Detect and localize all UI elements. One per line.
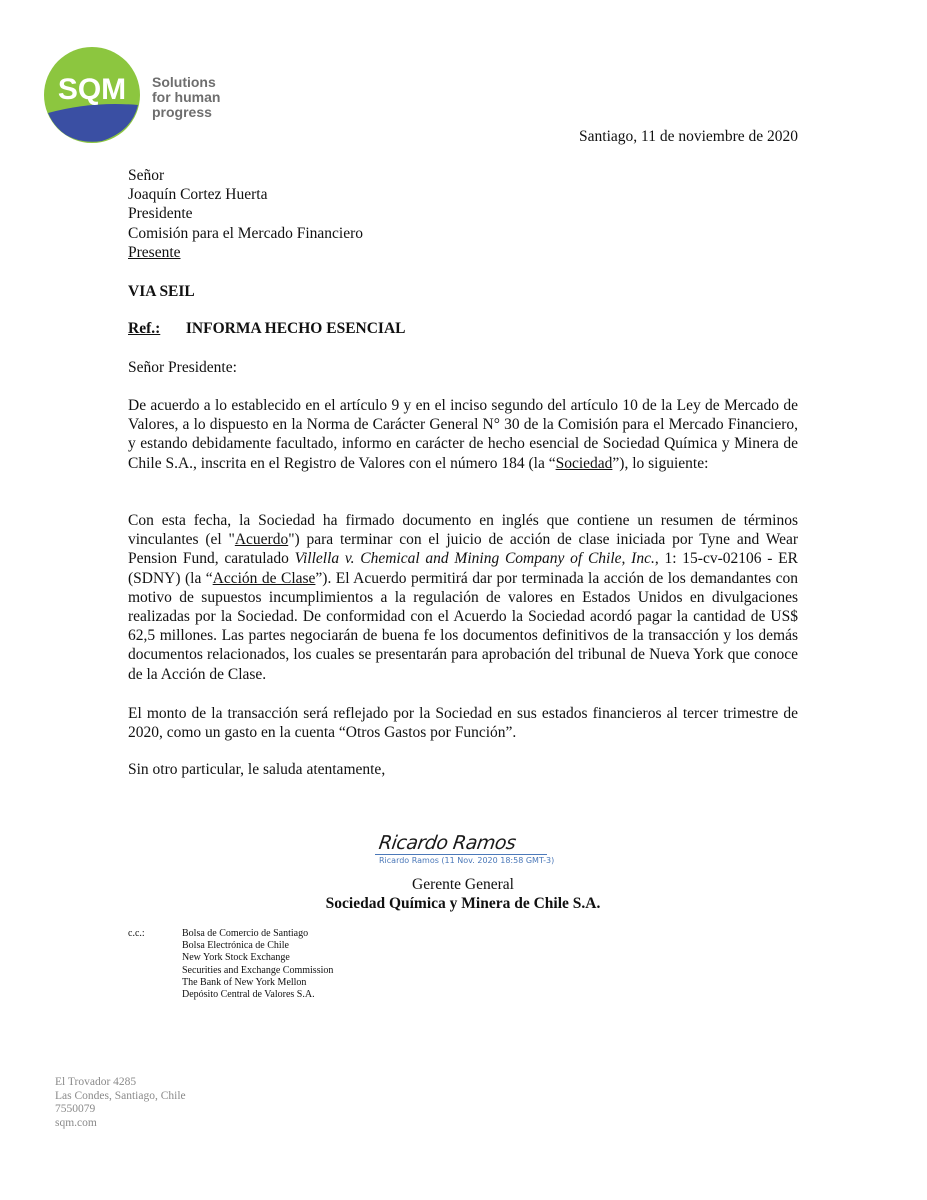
ref-label: Ref.:	[128, 320, 161, 337]
sqm-logo-mark	[42, 45, 142, 145]
cc-item: Bolsa de Comercio de Santiago	[182, 928, 309, 939]
cc-item: The Bank of New York Mellon	[182, 976, 307, 988]
letter-date: Santiago, 11 de noviembre de 2020	[579, 128, 798, 145]
logo-brand-text: SQM	[57, 73, 127, 106]
paragraph-1-text: De acuerdo a lo establecido en el artículo 9 y en el inciso segundo del artículo 10 de la Ley de Mercado de Valores, a lo dispuesto en la Norma de Carácter General N° 30 de la Comisión para el Mercado Financiero, y estando debidamente facultado, informo en carácter de hecho esencial de Sociedad Química y Minera de Chile S.A., inscrita en el Registro de Valores con el número 184 (la “	[128, 397, 798, 472]
recipient-salutation-title: Señor	[128, 167, 165, 184]
recipient-position: Presidente	[128, 205, 193, 223]
defined-term-accion-de-clase: Acción de Clase	[212, 569, 316, 587]
cc-item: Depósito Central de Valores S.A.	[182, 989, 315, 1001]
ref-text: INFORMA HECHO ESENCIAL	[185, 320, 406, 337]
defined-term-acuerdo: Acuerdo	[234, 531, 289, 549]
cc-label: c.c.:	[128, 928, 145, 939]
recipient-name: Joaquín Cortez Huerta	[128, 186, 268, 204]
recipient-block	[128, 166, 363, 262]
logo-tagline	[152, 75, 220, 120]
footer-line: El Trovador 4285	[55, 1076, 137, 1088]
signature-stamp: Ricardo Ramos (11 Nov. 2020 18:58 GMT-3)	[379, 856, 555, 865]
paragraph-2	[128, 511, 798, 684]
tagline-line: Solutions	[152, 74, 216, 90]
signature	[375, 832, 555, 872]
tagline-line: progress	[152, 104, 212, 120]
paragraph-1-text-end: ”), lo siguiente:	[612, 454, 709, 472]
defined-term-sociedad: Sociedad	[555, 454, 613, 472]
cc-item: Bolsa Electrónica de Chile	[182, 940, 289, 952]
case-name: Villella v. Chemical and Mining Company of Chile, Inc.	[294, 550, 655, 568]
paragraph-3: El monto de la transacción será reflejado por la Sociedad en sus estados financieros al tercer trimestre de 2020, como un gasto en la cuenta “Otros Gastos por Función”.	[128, 705, 798, 742]
footer-address	[55, 1076, 186, 1130]
signer-company: Sociedad Química y Minera de Chile S.A.	[325, 895, 601, 912]
salutation: Señor Presidente:	[128, 359, 237, 376]
via-line: VIA SEIL	[128, 283, 195, 300]
signer-title: Gerente General	[412, 876, 514, 893]
cc-item: New York Stock Exchange	[182, 952, 290, 964]
footer-website: sqm.com	[55, 1116, 97, 1129]
paragraph-2-text-b: ") para terminar con el juicio de acción de clase iniciada por Tyne and Wear Pension Fund, caratulado	[128, 531, 799, 568]
paragraph-2-text-d: ”). El Acuerdo permitirá dar por terminada la acción de los demandantes con motivo de supuestos incumplimientos a la regulación de valores en Estados Unidos en divulgaciones realizadas por la Sociedad. De conformidad con el Acuerdo la Sociedad acordó pagar la cantidad de US$ 62,5 millones. Las partes negociarán de buena fe los documentos definitivos de la transacción y los demás documentos relacionados, los cuales se presentarán para aprobación del tribunal de Nueva York que conoce de la Acción de Clase.	[128, 569, 798, 683]
tagline-line: for human	[152, 89, 221, 105]
signature-line	[375, 854, 547, 855]
cc-item: Securities and Exchange Commission	[182, 964, 334, 976]
cc-list	[182, 928, 333, 1001]
reference-line	[128, 320, 406, 338]
paragraph-2-text-c: , 1: 15-cv-02106 - ER (SDNY) (la “	[128, 550, 798, 587]
footer-line: Las Condes, Santiago, Chile	[55, 1089, 186, 1102]
handwritten-signature: Ricardo Ramos	[377, 832, 518, 854]
recipient-presente: Presente	[128, 243, 181, 261]
recipient-organization: Comisión para el Mercado Financiero	[128, 224, 364, 242]
signer-block	[128, 875, 798, 913]
footer-line: 7550079	[55, 1103, 96, 1115]
paragraph-2-text: Con esta fecha, la Sociedad ha firmado documento en inglés que contiene un resumen de términos vinculantes (el "	[128, 512, 798, 549]
paragraph-1	[128, 396, 798, 473]
closing: Sin otro particular, le saluda atentamente,	[128, 761, 386, 778]
